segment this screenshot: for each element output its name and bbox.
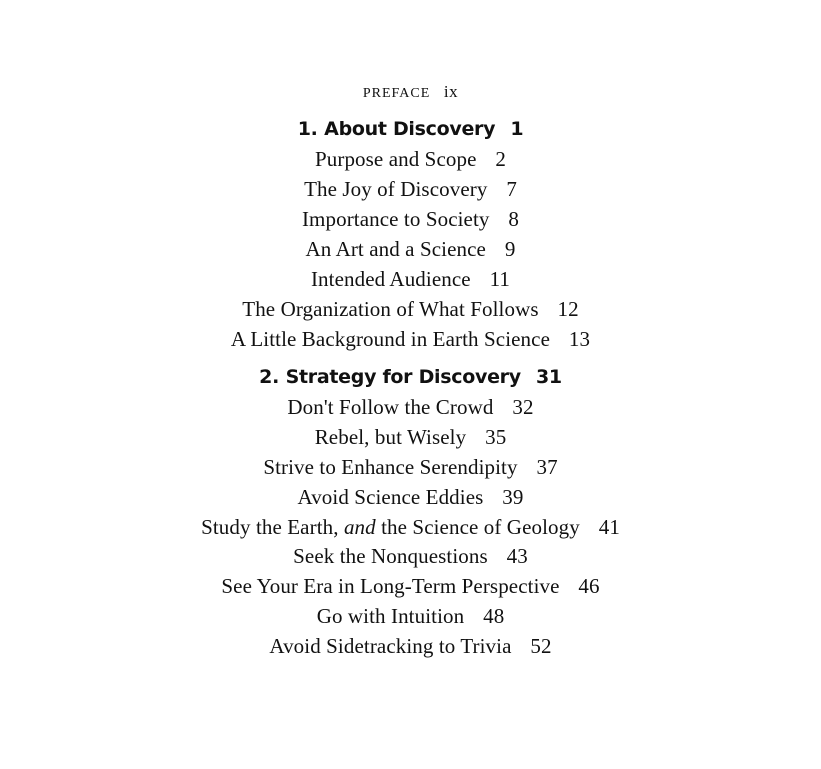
toc-preface-entry (0, 83, 821, 103)
section-page-number: 39 (502, 485, 524, 509)
section-page-number: 46 (578, 574, 600, 598)
toc-section-entry (0, 394, 821, 420)
section-title: Study the Earth, (201, 515, 339, 539)
section-title: A Little Background in Earth Science (230, 327, 550, 351)
section-title: Strive to Enhance Serendipity (263, 455, 518, 479)
toc-section-entry (0, 266, 821, 292)
preface-label: PREFACE (362, 86, 431, 101)
section-title: See Your Era in Long-Term Perspective (221, 574, 560, 598)
section-title: Purpose and Scope (314, 147, 477, 171)
section-title: Don't Follow the Crowd (287, 395, 494, 419)
section-title: Avoid Science Eddies (297, 485, 484, 509)
toc-section-entry (0, 514, 821, 540)
chapter-title: About Discovery (324, 118, 496, 140)
section-page-number: 2 (495, 147, 506, 171)
section-page-number: 32 (512, 395, 534, 419)
section-page-number: 52 (530, 634, 552, 658)
section-page-number: 11 (489, 267, 511, 291)
section-title: Go with Intuition (316, 604, 465, 628)
toc-section-entry (0, 484, 821, 510)
section-page-number: 37 (536, 455, 558, 479)
section-title: Seek the Nonquestions (293, 544, 488, 568)
section-title-emphasis: and (343, 515, 376, 539)
toc-section-entry (0, 424, 821, 450)
toc-section-entry (0, 603, 821, 629)
preface-page-number: ix (443, 82, 459, 101)
section-page-number: 8 (508, 207, 520, 231)
toc-section-entry (0, 633, 821, 659)
chapter-page-number: 1 (510, 118, 524, 140)
section-page-number: 41 (598, 515, 620, 539)
section-page-number: 7 (506, 177, 517, 201)
toc-section-entry (0, 176, 821, 202)
chapter-title: Strategy for Discovery (285, 366, 521, 388)
toc-section-entry (0, 206, 821, 232)
chapter-number: 2. (259, 366, 279, 388)
section-title: An Art and a Science (305, 237, 486, 261)
toc-section-entry (0, 296, 821, 322)
section-title: Avoid Sidetracking to Trivia (269, 634, 512, 658)
toc-chapter-heading (0, 364, 821, 390)
toc-section-entry (0, 454, 821, 480)
section-title: Importance to Society (301, 207, 490, 231)
section-title: The Organization of What Follows (242, 297, 539, 321)
section-title: Intended Audience (310, 267, 471, 291)
toc-section-entry (0, 573, 821, 599)
toc-section-entry (0, 326, 821, 352)
toc-chapter-heading (0, 116, 821, 142)
toc-section-entry (0, 236, 821, 262)
chapter-page-number: 31 (536, 366, 562, 388)
section-title: the Science of Geology (381, 515, 580, 539)
section-page-number: 43 (506, 544, 528, 568)
section-page-number: 48 (483, 604, 505, 628)
chapter-number: 1. (297, 118, 318, 140)
section-page-number: 13 (568, 327, 591, 351)
section-title: Rebel, but Wisely (314, 425, 467, 449)
section-page-number: 9 (504, 237, 516, 261)
section-title: The Joy of Discovery (304, 177, 488, 201)
toc-section-entry (0, 543, 821, 569)
section-page-number: 35 (485, 425, 507, 449)
section-page-number: 12 (557, 297, 579, 321)
toc-section-entry (0, 146, 821, 172)
